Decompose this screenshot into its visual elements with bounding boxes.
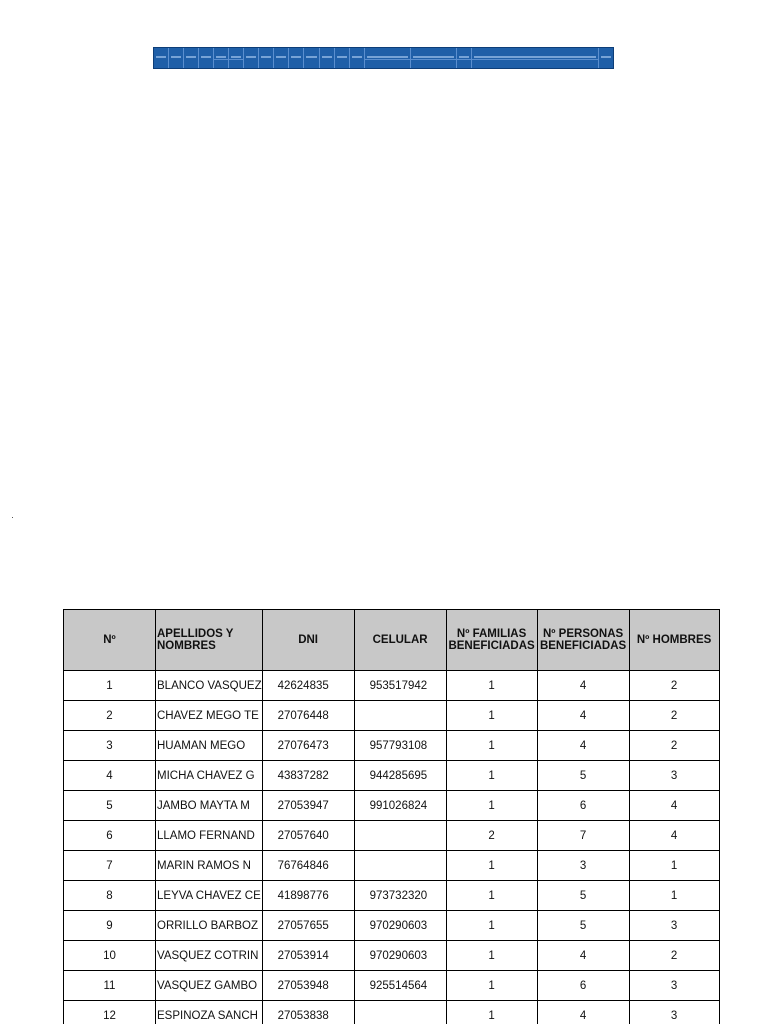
cell-name: LLAMO FERNAND xyxy=(156,821,263,851)
table-row xyxy=(64,671,720,701)
cell-name: MICHA CHAVEZ G xyxy=(156,761,263,791)
cell-hombres: 1 xyxy=(629,881,719,911)
cell-name: BLANCO VASQUEZ xyxy=(156,671,263,701)
cell-celular xyxy=(354,821,446,851)
cell-hombres: 3 xyxy=(629,911,719,941)
cell-personas: 5 xyxy=(537,761,629,791)
cell-n: 7 xyxy=(64,851,156,881)
cell-familias: 1 xyxy=(446,791,537,821)
cell-familias: 1 xyxy=(446,881,537,911)
thumb-cell xyxy=(214,48,229,68)
cell-n: 8 xyxy=(64,881,156,911)
cell-n: 2 xyxy=(64,701,156,731)
cell-personas: 5 xyxy=(537,881,629,911)
stray-mark xyxy=(12,517,13,518)
table-row xyxy=(64,761,720,791)
table-row xyxy=(64,821,720,851)
cell-hombres: 3 xyxy=(629,1001,719,1024)
cell-personas: 4 xyxy=(537,701,629,731)
table-header-row xyxy=(64,610,720,671)
cell-hombres: 4 xyxy=(629,821,719,851)
cell-dni: 76764846 xyxy=(262,851,354,881)
cell-dni: 27057655 xyxy=(262,911,354,941)
cell-personas: 4 xyxy=(537,731,629,761)
thumb-cell xyxy=(304,48,319,68)
cell-familias: 1 xyxy=(446,851,537,881)
cell-name: MARIN RAMOS N xyxy=(156,851,263,881)
header-n: Nº xyxy=(64,610,156,671)
cell-celular xyxy=(354,1001,446,1024)
thumb-cell xyxy=(472,48,599,68)
table-row xyxy=(64,791,720,821)
thumb-cell xyxy=(229,48,244,68)
cell-dni: 27076473 xyxy=(262,731,354,761)
cell-name: ESPINOZA SANCH xyxy=(156,1001,263,1024)
cell-dni: 27053914 xyxy=(262,941,354,971)
cell-hombres: 3 xyxy=(629,971,719,1001)
thumb-cell xyxy=(259,48,274,68)
header-familias: Nº FAMILIAS BENEFICIADAS xyxy=(446,610,537,671)
thumb-cell xyxy=(320,48,335,68)
cell-celular: 973732320 xyxy=(354,881,446,911)
cell-dni: 42624835 xyxy=(262,671,354,701)
cell-name: ORRILLO BARBOZ xyxy=(156,911,263,941)
cell-familias: 1 xyxy=(446,911,537,941)
cell-n: 6 xyxy=(64,821,156,851)
header-dni: DNI xyxy=(262,610,354,671)
cell-familias: 1 xyxy=(446,971,537,1001)
cell-n: 12 xyxy=(64,1001,156,1024)
cell-dni: 41898776 xyxy=(262,881,354,911)
cell-celular: 991026824 xyxy=(354,791,446,821)
cell-familias: 1 xyxy=(446,701,537,731)
cell-name: LEYVA CHAVEZ CE xyxy=(156,881,263,911)
table-row xyxy=(64,941,720,971)
header-strip-thumbnail xyxy=(153,47,614,69)
cell-name: CHAVEZ MEGO TE xyxy=(156,701,263,731)
cell-personas: 4 xyxy=(537,671,629,701)
cell-familias: 1 xyxy=(446,671,537,701)
cell-hombres: 2 xyxy=(629,671,719,701)
cell-dni: 27053838 xyxy=(262,1001,354,1024)
cell-n: 3 xyxy=(64,731,156,761)
cell-celular xyxy=(354,701,446,731)
cell-personas: 7 xyxy=(537,821,629,851)
thumb-cell xyxy=(199,48,214,68)
cell-personas: 4 xyxy=(537,941,629,971)
cell-personas: 4 xyxy=(537,1001,629,1024)
table-row xyxy=(64,911,720,941)
cell-celular xyxy=(354,851,446,881)
table-row xyxy=(64,1001,720,1024)
cell-personas: 3 xyxy=(537,851,629,881)
cell-dni: 27053948 xyxy=(262,971,354,1001)
thumb-cell xyxy=(599,48,613,68)
cell-hombres: 2 xyxy=(629,731,719,761)
cell-hombres: 2 xyxy=(629,941,719,971)
cell-n: 11 xyxy=(64,971,156,1001)
cell-celular: 970290603 xyxy=(354,941,446,971)
table-row xyxy=(64,851,720,881)
table-row xyxy=(64,971,720,1001)
cell-celular: 944285695 xyxy=(354,761,446,791)
cell-n: 5 xyxy=(64,791,156,821)
cell-name: VASQUEZ GAMBO xyxy=(156,971,263,1001)
cell-dni: 27053947 xyxy=(262,791,354,821)
thumb-cell xyxy=(244,48,259,68)
cell-dni: 43837282 xyxy=(262,761,354,791)
cell-name: JAMBO MAYTA M xyxy=(156,791,263,821)
table-row xyxy=(64,881,720,911)
cell-n: 9 xyxy=(64,911,156,941)
cell-name: VASQUEZ COTRIN xyxy=(156,941,263,971)
thumb-cell xyxy=(154,48,169,68)
cell-familias: 2 xyxy=(446,821,537,851)
cell-celular: 925514564 xyxy=(354,971,446,1001)
thumb-cell xyxy=(274,48,289,68)
cell-hombres: 4 xyxy=(629,791,719,821)
table-row xyxy=(64,731,720,761)
thumb-cell xyxy=(169,48,184,68)
cell-hombres: 2 xyxy=(629,701,719,731)
thumb-cell xyxy=(457,48,472,68)
thumb-cell xyxy=(289,48,304,68)
header-personas: Nº PERSONAS BENEFICIADAS xyxy=(537,610,629,671)
cell-dni: 27076448 xyxy=(262,701,354,731)
cell-hombres: 3 xyxy=(629,761,719,791)
header-hombres: Nº HOMBRES xyxy=(629,610,719,671)
cell-hombres: 1 xyxy=(629,851,719,881)
cell-n: 1 xyxy=(64,671,156,701)
cell-name: HUAMAN MEGO xyxy=(156,731,263,761)
cell-familias: 1 xyxy=(446,941,537,971)
cell-dni: 27057640 xyxy=(262,821,354,851)
cell-celular: 970290603 xyxy=(354,911,446,941)
cell-personas: 5 xyxy=(537,911,629,941)
cell-celular: 957793108 xyxy=(354,731,446,761)
cell-n: 10 xyxy=(64,941,156,971)
cell-familias: 1 xyxy=(446,731,537,761)
cell-personas: 6 xyxy=(537,791,629,821)
header-name: APELLIDOS Y NOMBRES xyxy=(156,610,263,671)
thumb-cell xyxy=(411,48,457,68)
cell-familias: 1 xyxy=(446,761,537,791)
thumb-cell xyxy=(365,48,411,68)
cell-celular: 953517942 xyxy=(354,671,446,701)
thumb-cell xyxy=(184,48,199,68)
thumb-cell xyxy=(335,48,350,68)
header-celular: CELULAR xyxy=(354,610,446,671)
thumb-cell xyxy=(350,48,365,68)
cell-familias: 1 xyxy=(446,1001,537,1024)
cell-n: 4 xyxy=(64,761,156,791)
cell-personas: 6 xyxy=(537,971,629,1001)
beneficiaries-table xyxy=(63,609,720,1024)
table-row xyxy=(64,701,720,731)
